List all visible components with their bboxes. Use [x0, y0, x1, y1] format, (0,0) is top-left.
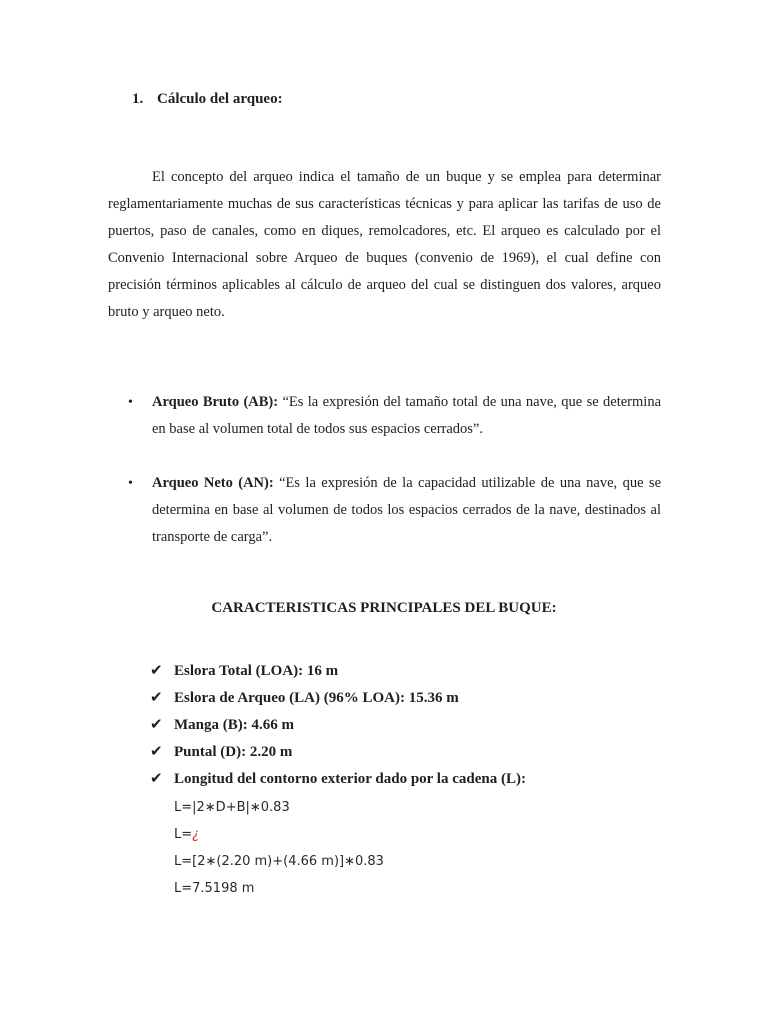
list-item — [150, 766, 526, 793]
check-icon: ✔ — [150, 771, 163, 787]
formula-line: L=[2∗(2.20 m)+(4.66 m)]∗0.83 — [174, 854, 384, 869]
check-icon: ✔ — [150, 690, 163, 706]
characteristic-text: Longitud del contorno exterior dado por la cadena (L): — [174, 771, 526, 787]
list-item — [150, 712, 526, 739]
bullet-term: Arqueo Bruto (AB): — [152, 394, 279, 410]
bullet-term: Arqueo Neto (AN): — [152, 475, 274, 491]
characteristic-text: Eslora de Arqueo (LA) (96% LOA): 15.36 m — [174, 690, 459, 706]
formula-error-symbol: ¿ — [192, 827, 200, 842]
list-item — [150, 685, 526, 712]
formula-block — [174, 794, 384, 902]
bullet-item-arqueo-bruto — [128, 389, 662, 443]
check-icon: ✔ — [150, 663, 163, 679]
characteristic-text: Puntal (D): 2.20 m — [174, 744, 293, 760]
heading-title: Cálculo del arqueo: — [157, 91, 283, 107]
characteristic-text: Manga (B): 4.66 m — [174, 717, 294, 733]
bullet-icon: • — [128, 476, 133, 491]
check-icon: ✔ — [150, 717, 163, 733]
list-item — [150, 658, 526, 685]
bullet-icon: • — [128, 395, 133, 410]
section-heading — [132, 91, 283, 108]
intro-paragraph: El concepto del arqueo indica el tamaño de un buque y se emplea para determinar reglamentariamente muchas de sus características técnicas y para aplicar las tarifas de uso de puertos, paso de canales, como en diques, remolcadores, etc. El arqueo es calculado por el Convenio Internacional sobre Arqueo de buques (convenio de 1969), el cual define con precisión términos aplicables al cálculo de arqueo del cual se distinguen dos valores, arqueo bruto y arqueo neto. — [108, 169, 661, 320]
heading-number: 1. — [132, 91, 144, 107]
bullet-text: “Es la expresión del tamaño total de una nave, que se determina en base al volumen total de todos sus espacios cerrados”. — [152, 394, 662, 437]
characteristics-list — [150, 658, 526, 793]
characteristics-title: CARACTERISTICAS PRINCIPALES DEL BUQUE: — [211, 600, 557, 616]
check-icon: ✔ — [150, 744, 163, 760]
bullet-item-arqueo-neto — [128, 470, 662, 551]
list-item — [150, 739, 526, 766]
formula-prefix: L= — [174, 827, 193, 842]
formula-line: L=|2∗D+B|∗0.83 — [174, 800, 290, 815]
characteristic-text: Eslora Total (LOA): 16 m — [174, 663, 339, 679]
formula-result: L=7.5198 m — [174, 881, 255, 896]
bullet-text: “Es la expresión de la capacidad utilizable de una nave, que se determina en base al volumen de todos los espacios cerrados de la nave, destinados al transporte de carga”. — [152, 475, 662, 545]
formula-line — [174, 821, 384, 848]
